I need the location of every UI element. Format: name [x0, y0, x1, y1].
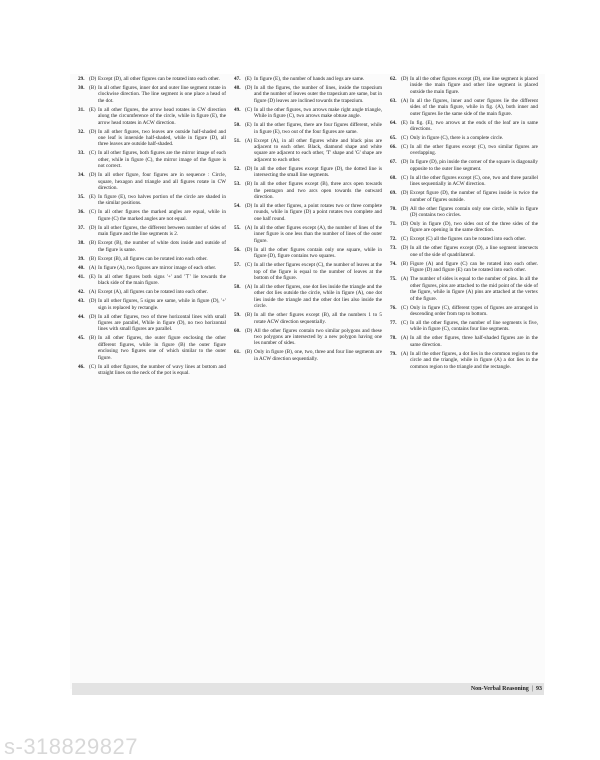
explanation-text: In all other figures, the arrow head rotates in CW direction along the circumference of the circle, while in figure (E), the arrow head rotates in ACW direction. [98, 106, 226, 126]
question-number: 43. [78, 298, 85, 305]
solution-item [390, 221, 538, 234]
solution-item [234, 284, 382, 310]
solution-item [78, 314, 226, 333]
answer-option: (E) [245, 76, 252, 82]
answer-option: (E) [89, 194, 96, 201]
question-number: 34. [78, 172, 85, 179]
footer-section-title: Non-Verbal Reasoning [470, 686, 529, 692]
explanation-text: In all the other figures, there are four figures different, while in figure (E), two out of the four figures are same. [254, 122, 382, 135]
explanation-text: In all the other figures contain only one square, while in figure (D), figure contains two squares. [254, 246, 382, 260]
explanation-text: In fig. (E), two arrows at the ends of the leaf are in same directions. [410, 119, 538, 133]
question-number: 57. [234, 262, 241, 269]
explanation-text: Except (B), all figures can be rotated into each other. [98, 255, 208, 262]
question-number: 55. [234, 224, 241, 231]
column-3 [390, 76, 538, 681]
answer-option: (E) [245, 122, 252, 129]
answer-option: (D) [89, 313, 97, 320]
answer-option: (D) [245, 203, 253, 210]
answer-option: (D) [245, 246, 253, 253]
question-number: 54. [234, 203, 241, 210]
question-number: 63. [390, 97, 397, 104]
answer-option: (A) [401, 335, 409, 342]
explanation-text: In figure (A), two figures are mirror image of each other. [98, 264, 217, 271]
question-number: 41. [78, 273, 85, 280]
explanation-text: In all other figures, the different between number of sides of main figure and the line segments is 2. [98, 224, 226, 238]
answer-option: (C) [401, 319, 408, 326]
answer-option: (C) [89, 209, 96, 216]
explanation-text: In all the other figures except (C), the number of leaves at the top of the figure is equal to the number of leaves at the bottom of the figure. [254, 262, 382, 281]
answer-option: (E) [401, 119, 408, 126]
question-number: 62. [390, 76, 397, 82]
explanation-text: Only in figure (B), one, two, three and four line segments are in ACW direction sequentially. [254, 349, 382, 362]
answer-option: (D) [401, 190, 409, 197]
answer-option: (C) [89, 363, 96, 370]
answer-option: (C) [401, 144, 408, 151]
explanation-text: In all other figures, inner dot and outer line segment rotate in clockwise direction. The line segment is one place a head of the dot. [98, 85, 226, 104]
question-number: 60. [234, 327, 241, 334]
answer-option: (C) [245, 262, 252, 269]
question-number: 59. [234, 312, 241, 319]
solution-item [78, 265, 226, 271]
explanation-text: In all the other figures except (D), one line segment is placed inside the main figure and other line segment is placed outside the main figure. [410, 76, 538, 95]
question-number: 61. [234, 349, 241, 356]
question-number: 53. [234, 181, 241, 188]
question-number: 58. [234, 283, 241, 290]
solution-item [78, 225, 226, 238]
question-number: 40. [78, 264, 85, 271]
solution-item [390, 351, 538, 370]
answer-option: (A) [401, 97, 409, 104]
question-number: 77. [390, 319, 397, 326]
explanation-text: In all other figures, the number of wavy lines at bottom and straight lines on the neck of the pot is equal. [98, 363, 226, 376]
answer-option: (D) [89, 298, 97, 305]
answer-option: (D) [401, 76, 409, 82]
question-number: 37. [78, 224, 85, 231]
answer-option: (A) [245, 283, 253, 290]
solution-item [78, 364, 226, 377]
answer-option: (D) [89, 76, 97, 82]
solution-item [78, 150, 226, 169]
question-number: 65. [390, 135, 397, 142]
explanation-text: In all the other figures, two arrows make right angle triangle, While in figure (C), two arrows make obtuse angle. [254, 106, 382, 120]
explanation-text: In all other figures, 5 signs are same, while in figure (D), '+' sign is replaced by rectangle. [98, 298, 226, 311]
answer-option: (C) [401, 174, 408, 181]
solution-item [234, 181, 382, 200]
solution-item [234, 312, 382, 325]
answer-option: (C) [245, 106, 252, 113]
explanation-text: In all other figures, both figures are the mirror image of each other, while in figure (C), the mirror image of the figure is not correct. [98, 150, 226, 170]
explanation-text: In figure (E), the number of hands and legs are same. [254, 76, 365, 82]
explanation-text: All the other figures contain two similar polygons and these two polygons are intersected by a new polygon having one les number of sides. [254, 327, 382, 347]
explanation-text: Figure (A) and figure (C) can be rotated into each other. Figure (D) and figure (E) can be rotated into each other. [410, 260, 538, 274]
solution-item [234, 349, 382, 362]
answer-option: (D) [401, 205, 409, 212]
solution-item [234, 76, 382, 82]
explanation-text: Except (A), all figures can be rotated into each other. [98, 289, 208, 296]
solution-item [234, 122, 382, 135]
explanation-text: In all the other figures except (B), three arcs open towards the pentagon and two arcs open towards the outward direction. [254, 181, 382, 201]
answer-option: (B) [89, 335, 96, 342]
solution-item [234, 85, 382, 104]
answer-option: (A) [245, 137, 253, 144]
question-number: 32. [78, 128, 85, 135]
explanation-text: In all the other figures, the number of line segments is five, while in figure (C), contains four line segments. [410, 319, 538, 333]
question-number: 56. [234, 246, 241, 253]
solution-item [78, 85, 226, 104]
explanation-text: In all other figures the marked angles are equal, while in figure (C) the marked angles are not equal. [98, 209, 226, 222]
explanation-text: In figure (E), two halves portion of the circle are shaded in the similar positions. [98, 194, 226, 207]
solution-item [390, 276, 538, 302]
answer-option: (C) [401, 236, 408, 243]
explanation-text: In all other figures, two leaves are outside half-shaded and one leaf is innerside half-shaded, while in figure (D), all three leaves are outside half-shaded. [98, 128, 226, 148]
solution-item [234, 107, 382, 120]
solution-item [390, 190, 538, 203]
answer-option: (B) [89, 85, 96, 91]
explanation-text: In all the other figures except figure (D), the dotted line is intersecting the small line segments. [254, 165, 382, 179]
solution-item [390, 135, 538, 141]
answer-option: (C) [401, 304, 408, 311]
question-number: 72. [390, 236, 397, 243]
explanation-text: In all the other figures except (B), all the numbers 1 to 5 rotate ACW direction sequentially. [254, 312, 382, 325]
solution-item [234, 328, 382, 347]
question-number: 42. [78, 289, 85, 296]
answer-option: (B) [401, 260, 408, 267]
solution-item [78, 335, 226, 361]
explanation-text: The number of sides is equal to the number of pins. In all the other figures, pins are attached to the mid point of the side of the figure, while in figure (A) pins are attached at the vertex of the figure. [410, 276, 538, 302]
answer-option: (D) [89, 128, 97, 135]
explanation-text: In all the other figures except (C), two similar figures are overlapping. [410, 144, 538, 157]
explanation-text: In all other figures both signs '+' and '⊤' lie towards the black side of the main figure. [98, 273, 226, 287]
explanation-text: Except (B), the number of white dots inside and outside of the figure is same. [98, 240, 226, 253]
solution-item [390, 144, 538, 157]
explanation-text: In all the other figures except (A), the number of lines of the inner figure is one less than the number of lines of the outer figure. [254, 224, 382, 244]
question-number: 75. [390, 276, 397, 283]
solution-item [390, 159, 538, 172]
explanation-text: Except (C) all the figures can be rotated into each other. [410, 236, 526, 243]
question-number: 73. [390, 245, 397, 252]
question-number: 47. [234, 76, 241, 82]
footer-separator: | [531, 686, 533, 692]
question-number: 70. [390, 205, 397, 212]
answer-option: (D) [89, 224, 97, 231]
explanation-text: Only in figure (D), two sides out of the three sides of the figure are opening in the same direction. [410, 221, 538, 234]
solution-item [390, 98, 538, 117]
answer-option: (A) [245, 224, 253, 231]
explanation-text: In all the other figures, a dot lies in the common region to the circle and the triangle, while in figure (A) a dot lies in the common region to the triangle and the rectangle. [410, 350, 538, 370]
question-number: 31. [78, 106, 85, 113]
solution-item [390, 120, 538, 133]
explanation-text: In all the other figures, a point rotates two or three complete rounds, while in figure (D) a point rotates two complete and one half round. [254, 203, 382, 222]
explanation-text: In all the figures, inner and outer figures lie the different sides of the main figure, while in fig. (A), both inner and outer figures lie the same side of the main figure. [410, 97, 538, 117]
answer-option: (D) [245, 327, 253, 334]
solution-item [78, 274, 226, 287]
solution-item [234, 203, 382, 222]
answer-option: (D) [401, 221, 409, 228]
solution-item [78, 76, 226, 82]
explanation-text: Except figure (D), the number of figures inside is twice the number of figures outside. [410, 190, 538, 203]
solution-item [78, 107, 226, 126]
explanation-text: Except (A), in all other figures white and black pins are adjacent to each other. Black, diamond shape and white square are adjacent to each other, 'T' shape and 'G' shape are adjacent to each other. [254, 137, 382, 163]
answer-option: (D) [89, 172, 97, 179]
answer-option: (D) [401, 245, 409, 252]
solution-item [390, 305, 538, 318]
solution-item [78, 194, 226, 207]
solution-item [390, 320, 538, 333]
question-number: 64. [390, 119, 397, 126]
explanation-text: In figure (D), pin inside the corner of the square is diagonally opposite to the outer line segment. [410, 159, 538, 172]
question-number: 52. [234, 165, 241, 172]
explanation-text: In all the other figures except (C), one, two and three parallel lines sequentially in ACW direction. [410, 174, 538, 188]
question-number: 36. [78, 209, 85, 216]
question-number: 48. [234, 85, 241, 91]
solution-item [390, 76, 538, 95]
question-number: 74. [390, 260, 397, 267]
question-number: 44. [78, 313, 85, 320]
explanation-text: In all the other figures except (D), a line segment intersects one of the side of quadrilateral. [410, 245, 538, 258]
answer-option: (A) [89, 289, 97, 296]
answer-option: (D) [245, 85, 253, 91]
answer-option: (B) [245, 312, 252, 319]
question-number: 79. [390, 350, 397, 357]
solution-item [234, 138, 382, 164]
page-footer [471, 684, 542, 694]
question-number: 29. [78, 76, 85, 82]
solution-item [390, 175, 538, 188]
question-number: 76. [390, 304, 397, 311]
question-number: 30. [78, 85, 85, 91]
column-1 [78, 76, 226, 681]
solution-item [78, 129, 226, 148]
answer-option: (A) [401, 350, 409, 357]
column-2 [234, 76, 382, 681]
solution-item [390, 236, 538, 242]
explanation-text: In all other figures, the outer figure enclosing the other different figures, while in figure (B) the outer figure enclosing two figures one of which similar to the outer figure. [98, 335, 226, 361]
question-number: 69. [390, 190, 397, 197]
solution-item [234, 247, 382, 260]
solution-item [78, 256, 226, 262]
explanation-text: Only in figure (C), different types of figures are arranged in descending order from top to bottom. [410, 304, 538, 317]
explanation-text: Only in figure (C), there is a complete circle. [410, 135, 504, 142]
question-number: 67. [390, 159, 397, 166]
answer-option: (C) [401, 135, 408, 142]
question-number: 39. [78, 255, 85, 262]
solution-item [234, 166, 382, 179]
solution-item [390, 206, 538, 219]
answer-option: (B) [89, 240, 96, 247]
explanation-text: All the other figures contain only one circle, while in figure (D) contains two circles. [410, 205, 538, 219]
question-number: 49. [234, 106, 241, 113]
question-number: 71. [390, 221, 397, 228]
question-number: 68. [390, 174, 397, 181]
question-number: 50. [234, 122, 241, 129]
answer-option: (E) [89, 273, 96, 280]
solution-item [390, 261, 538, 274]
explanation-text: In all the figures, the number of lines, inside the trapezium and the number of leaves outer the trapezium are same, but in figure (D) leaves are inclined towards the trapezium. [254, 85, 382, 104]
solution-item [234, 262, 382, 281]
solution-item [78, 240, 226, 253]
page-number: 93 [536, 686, 542, 692]
question-number: 35. [78, 194, 85, 201]
answer-option: (B) [245, 349, 252, 356]
solution-item [78, 172, 226, 191]
explanation-text: In all other figure, four figures are in sequence : Circle, square, hexagon and triangle and all figures rotate in CW direction. [98, 172, 226, 192]
explanation-text: In all the other figures, three half-shaded figures are in the same direction. [410, 335, 538, 348]
solution-item [390, 335, 538, 348]
solution-item [390, 245, 538, 258]
answer-option: (A) [401, 276, 409, 283]
question-number: 51. [234, 137, 241, 144]
answer-option: (B) [245, 181, 252, 188]
question-number: 45. [78, 335, 85, 342]
question-number: 38. [78, 240, 85, 247]
solution-item [78, 298, 226, 311]
solution-item [78, 209, 226, 222]
solution-item [234, 225, 382, 244]
answer-option: (E) [89, 106, 96, 113]
answer-option: (A) [89, 264, 97, 271]
solutions-columns [78, 76, 538, 681]
question-number: 66. [390, 144, 397, 151]
explanation-text: In all other figures, two of three horizontal lines with small figures are parallel, While in figure (D), no two horizontal lines with small figures are parallel. [98, 313, 226, 333]
question-number: 46. [78, 363, 85, 370]
answer-option: (D) [401, 159, 409, 166]
watermark-text: s-318829827 [4, 734, 138, 759]
answer-option: (D) [245, 165, 253, 172]
answer-option: (C) [89, 150, 96, 157]
explanation-text: Except (D), all other figures can be rotated into each other. [98, 76, 220, 82]
explanation-text: In all the other figures, one dot lies inside the triangle and the other dot lies outside the circle, while in figure (A), one dot lies inside the triangle and the other dot lies also inside the circle. [254, 283, 382, 310]
answer-option: (B) [89, 255, 96, 262]
solution-item [78, 289, 226, 295]
question-number: 78. [390, 335, 397, 342]
question-number: 33. [78, 150, 85, 157]
